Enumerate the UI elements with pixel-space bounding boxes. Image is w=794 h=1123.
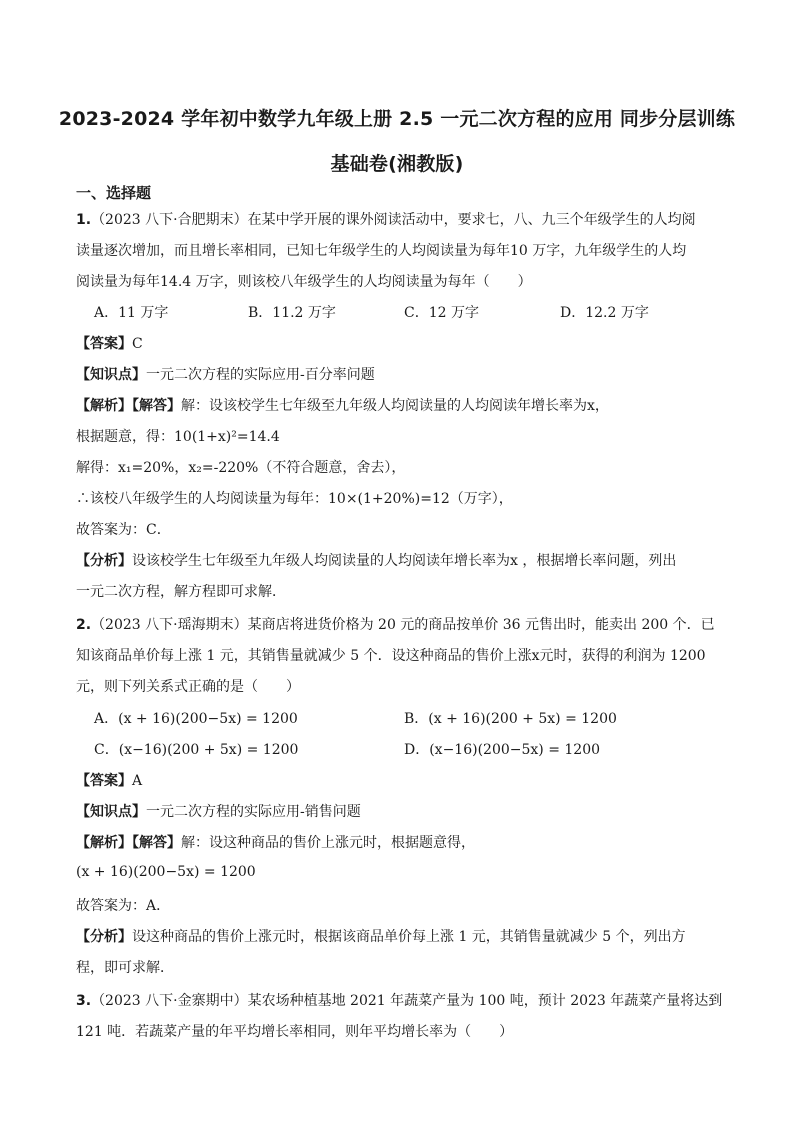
q1-stem-line3: 阅读量为每年14.4 万字，则该校八年级学生的人均阅读量为每年（ ） [76, 274, 532, 290]
q1-analysis-text1: 解：设该校学生七年级至九年级人均阅读量的人均阅读年增长率为x， [181, 398, 609, 414]
q1-fenxi-line2: 一元二次方程，解方程即可求解． [76, 584, 286, 600]
document-title-line2: 基础卷(湘教版) [330, 153, 464, 175]
section-heading: 一、选择题 [76, 184, 152, 202]
q2-fenxi-tag: 【分析】 [76, 929, 132, 945]
q1-option-b: B．11.2 万字 [248, 305, 336, 321]
q3-stem-line2: 121 吨．若蔬菜产量的年平均增长率相同，则年平均增长率为（ ） [76, 1024, 514, 1040]
q1-answer [76, 333, 718, 353]
q1-stem-line1 [76, 209, 718, 229]
q1-number: 1. [76, 212, 92, 228]
q2-kp-text: 一元二次方程的实际应用-销售问题 [146, 804, 361, 820]
q2-stem-line3: 元，则下列关系式正确的是（ ） [76, 679, 300, 695]
q3-stem-line1 [76, 990, 723, 1010]
q2-knowledge-point [76, 801, 718, 821]
q1-answer-value: C [132, 336, 143, 352]
q1-source: （2023 八下·合肥期末） [91, 212, 248, 228]
q2-answer-tag: 【答案】 [76, 773, 132, 789]
q1-option-c: C．12 万字 [404, 305, 479, 321]
q2-option-c: C．(x−16)(200 + 5x) = 1200 [94, 742, 299, 758]
q1-analysis-line4: ∴该校八年级学生的人均阅读量为每年：10×(1+20%)=12（万字）， [76, 491, 513, 507]
q2-option-b: B．(x + 16)(200 + 5x) = 1200 [404, 711, 617, 727]
q1-analysis-line3: 解得：x₁=20%，x₂=-220%（不符合题意，舍去）， [76, 460, 406, 476]
q2-source: （2023 八下·瑶海期末） [91, 617, 248, 633]
q3-number: 3. [76, 993, 92, 1009]
q2-option-d: D．(x−16)(200−5x) = 1200 [404, 742, 601, 758]
q2-analysis-text1: 解：设这种商品的售价上涨元时，根据题意得， [181, 835, 475, 851]
q1-kp-tag: 【知识点】 [76, 367, 146, 383]
q1-option-a: A．11 万字 [94, 305, 169, 321]
q1-analysis-line5: 故答案为：C． [76, 522, 171, 538]
q1-fenxi-line1 [76, 550, 718, 570]
q1-analysis-line1 [76, 395, 718, 415]
q1-kp-text: 一元二次方程的实际应用-百分率问题 [146, 367, 375, 383]
q2-option-a: A．(x + 16)(200−5x) = 1200 [94, 711, 298, 727]
q2-answer [76, 770, 718, 790]
q2-kp-tag: 【知识点】 [76, 804, 146, 820]
q2-number: 2. [76, 617, 92, 633]
q3-source: （2023 八下·金寨期中） [91, 993, 248, 1009]
q1-analysis-tag: 【解析】【解答】 [76, 398, 181, 414]
q2-fenxi-text1: 设这种商品的售价上涨元时，根据该商品单价每上涨 1 元，其销售量就减少 5 个，列出方 [132, 929, 686, 945]
q3-stem-text1: 某农场种植基地 2021 年蔬菜产量为 100 吨，预计 2023 年蔬菜产量将达到 [247, 993, 723, 1009]
q1-analysis-line2: 根据题意，得：10(1+x)²=14.4 [76, 429, 280, 445]
q1-option-d: D．12.2 万字 [560, 305, 649, 321]
q2-fenxi-line1 [76, 926, 718, 946]
q1-fenxi-tag: 【分析】 [76, 553, 132, 569]
q2-answer-value: A [132, 773, 143, 789]
q1-fenxi-text1: 设该校学生七年级至九年级人均阅读量的人均阅读年增长率为x ，根据增长率问题，列出 [132, 553, 677, 569]
q2-stem-text1: 某商店将进货价格为 20 元的商品按单价 36 元售出时，能卖出 200 个．已 [247, 617, 715, 633]
q1-knowledge-point [76, 364, 718, 384]
q1-stem-line2: 读量逐次增加，而且增长率相同，已知七年级学生的人均阅读量为每年10 万字，九年级学生的人均 [76, 243, 687, 259]
q2-analysis-line1 [76, 832, 718, 852]
q2-analysis-tag: 【解析】【解答】 [76, 835, 181, 851]
q1-stem-text1: 在某中学开展的课外阅读活动中，要求七，八、九三个年级学生的人均阅 [247, 212, 696, 228]
q1-answer-tag: 【答案】 [76, 336, 132, 352]
q2-analysis-line2: (x + 16)(200−5x) = 1200 [76, 864, 256, 880]
q2-stem-line2: 知该商品单价每上涨 1 元，其销售量就减少 5 个．设这种商品的售价上涨x元时，获得的利润为 1200 [76, 648, 706, 664]
document-title-line1: 2023-2024 学年初中数学九年级上册 2.5 一元二次方程的应用 同步分层训练 [58, 108, 736, 130]
q2-fenxi-line2: 程，即可求解． [76, 960, 174, 976]
q2-stem-line1 [76, 614, 718, 634]
q2-analysis-line3: 故答案为：A． [76, 898, 171, 914]
